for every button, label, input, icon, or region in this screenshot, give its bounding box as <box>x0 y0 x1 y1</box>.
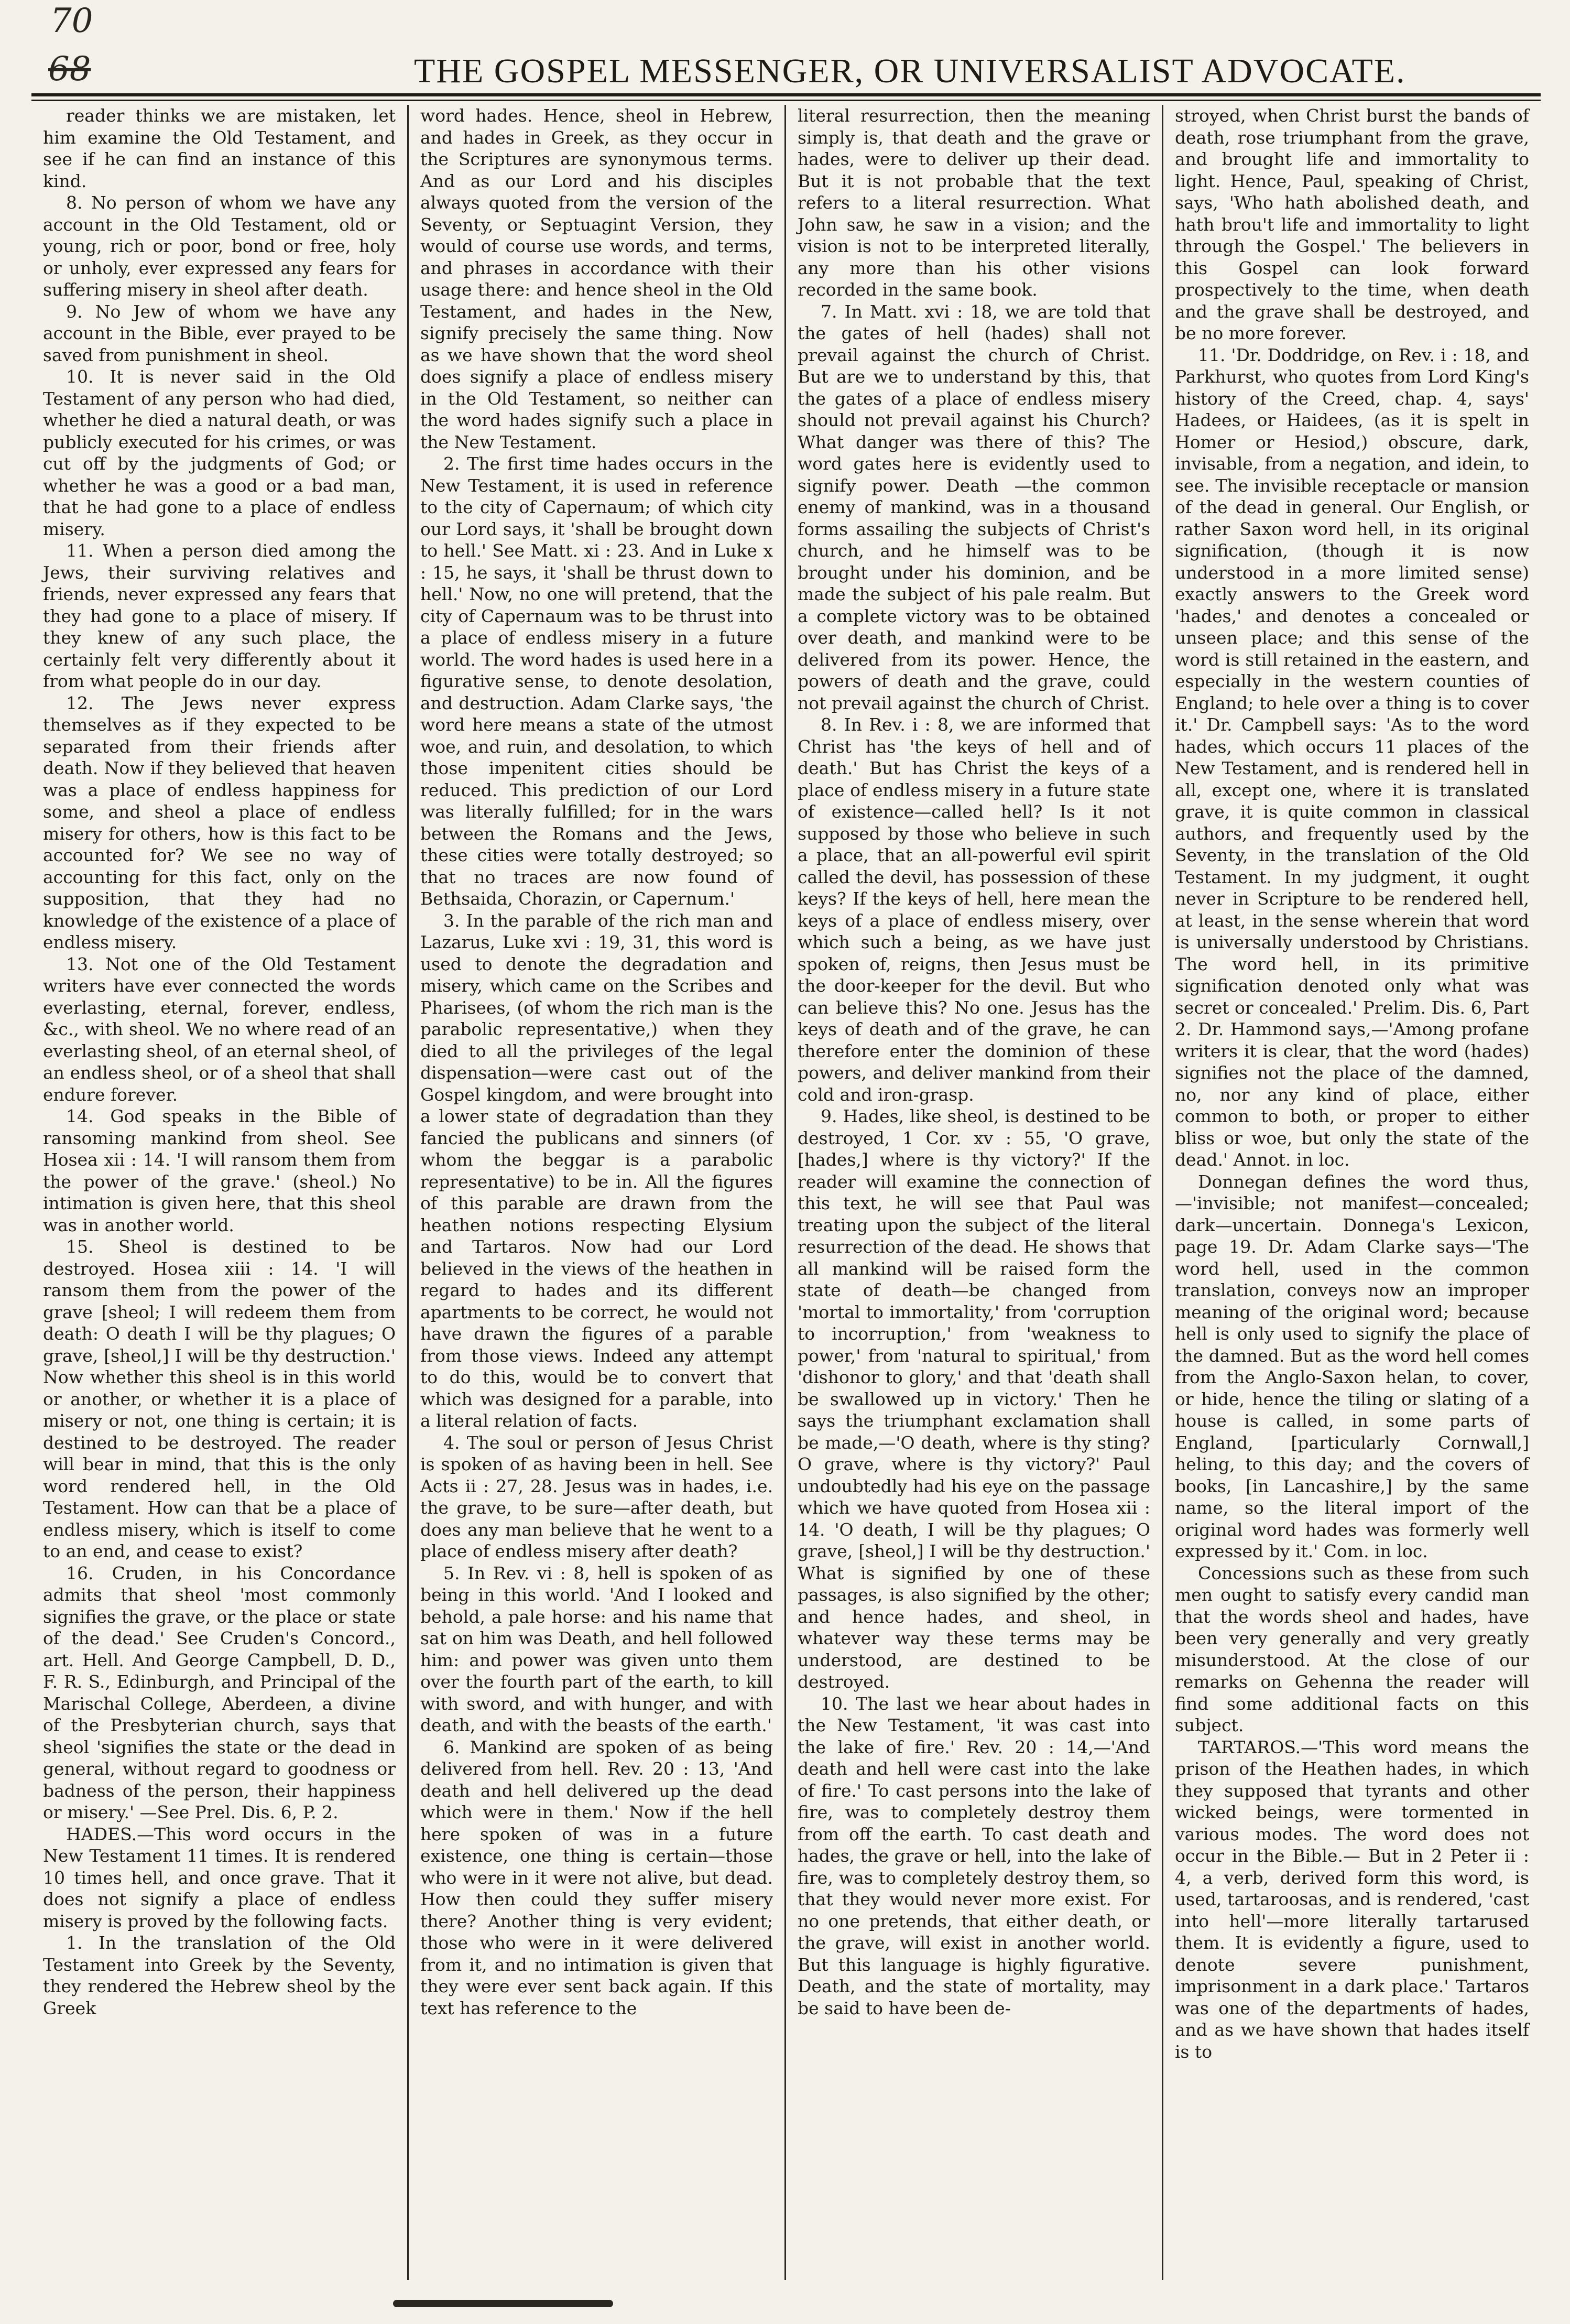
paragraph: 12. The Jews never express themselves as if they expected to be separated from their friends after death. Now if they believed that heaven was a place of endless happiness for some, and sheol a place of endless misery for others, how is this fact to be accounted for? We see no way of accounting for this fact, only on the supposition, that they had no knowledge of the existence of a place of endless misery. <box>43 692 396 952</box>
paragraph: HADES.—This word occurs in the New Testament 11 times. It is rendered 10 times hell, and once grave. That it does not signify a place of endless misery is proved by the following facts. <box>43 1823 396 1931</box>
paragraph: 2. The first time hades occurs in the New Testament, it is used in reference to the city of Capernaum; of which city our Lord says, it 'shall be brought down to hell.' See Matt. xi : 23. And in Luke x : 15, he says, it 'shall be thrust down to hell.' Now, no one will pretend, that the city of Capernaum was to be thrust into a place of endless misery in a future world. The word hades is used here in a figurative sense, to denote desolation, and destruction. Adam Clarke says, 'the word here means a state of the utmost woe, and ruin, and desolation, to which those impenitent cities should be reduced. This prediction of our Lord was literally fulfilled; for in the wars between the Romans and the Jews, these cities were totally destroyed; so that no traces are now found of Bethsaida, Chorazin, or Capernum.' <box>420 453 773 909</box>
paragraph: 11. 'Dr. Doddridge, on Rev. i : 18, and Parkhurst, who quotes from Lord King's history of the Creed, chap. 4, says' Hadees, or Haidees, (as it is spelt in Homer or Hesiod,) obscure, dark, invisable, from a negation, and idein, to see. The invisible receptacle or mansion of the dead in general. Our English, or rather Saxon word hell, in its original signification, (though it is now understood in a more limited sense) exactly answers to the Greek word 'hades,' and denotes a concealed or unseen place; and this sense of the word is still retained in the eastern, and especially in the western counties of England; to hele over a thing is to cover it.' Dr. Campbell says: 'As to the word hades, which occurs 11 places of the New Testament, and is rendered hell in all, except one, where it is translated grave, it is quite common in classical authors, and frequently used by the Seventy, in the translation of the Old Testament. In my judgment, it ought never in Scripture to be rendered hell, at least, in the sense wherein that word is universally understood by Christians. The word hell, in its primitive signification denoted only what was secret or concealed.' Prelim. Dis. 6, Part 2. Dr. Hammond says,—'Among profane writers it is clear, that the word (hades) signifies not the place of the damned, no, nor any kind of place, either common to both, or proper to either bliss or woe, but only the state of the dead.' Annot. in loc. <box>1175 344 1529 1170</box>
paragraph: TARTAROS.—'This word means the prison of the Heathen hades, in which they supposed that tyrants and other wicked beings, were tormented in various modes. The word does not occur in the Bible.— But in 2 Peter ii : 4, a verb, derived form this word, is used, tartaroosas, and is rendered, 'cast into hell'—more literally tartarused them. It is evidently a figure, used to denote severe punishment, imprisonment in a dark place.' Tartaros was one of the departments of hades, and as we have shown that hades itself is to <box>1175 1736 1529 2062</box>
paragraph: 6. Mankind are spoken of as being delivered from hell. Rev. 20 : 13, 'And death and hell delivered up the dead which were in them.' Now if the hell here spoken of was in a future existence, one thing is certain—those who were in it were not alive, but dead. How then could they suffer misery there? Another thing is very evident; those who were in it were delivered from it, and no intimation is given that they were ever sent back again. If this text has reference to the <box>420 1736 773 2018</box>
column-1 <box>31 105 409 2280</box>
header-rule <box>31 93 1541 96</box>
paragraph: literal resurrection, then the meaning simply is, that death and the grave or hades, were to deliver up their dead. But it is not probable that the text refers to a literal resurrection. What John saw, he saw in a vision; and the vision is not to be interpreted literally, any more than his other visions recorded in the same book. <box>798 105 1150 300</box>
paragraph: 11. When a person died among the Jews, their surviving relatives and friends, never expressed any fears that they had gone to a place of misery. If they knew of any such place, the certainly felt very differently about it from what people do in our day. <box>43 540 396 691</box>
printed-page-number: 68 <box>48 50 91 89</box>
paragraph: 3. In the parable of the rich man and Lazarus, Luke xvi : 19, 31, this word is used to denote the degradation and misery, which came on the Scribes and Pharisees, (of whom the rich man is the parabolic representative,) when they died to all the privileges of the legal dispensation—were cast out of the Gospel kingdom, and were brought into a lower state of degradation than they fancied the publicans and sinners (of whom the beggar is a parabolic representative) to be in. All the figures of this parable are drawn from the heathen notions respecting Elysium and Tartaros. Now had our Lord believed in the views of the heathen in regard to hades and its different apartments to be correct, he would not have drawn the figures of a parable from those views. Indeed any attempt to do this, would be to convert that which was designed for a parable, into a literal relation of facts. <box>420 910 773 1431</box>
paragraph: 1. In the translation of the Old Testament into Greek by the Seventy, they rendered the Hebrew sheol by the Greek <box>43 1932 396 2018</box>
paragraph: 8. In Rev. i : 8, we are informed that Christ has 'the keys of hell and of death.' But has Christ the keys of a place of endless misery in a future state of existence—called hell? Is it not supposed by those who believe in such a place, that an all-powerful evil spirit called the devil, has possession of these keys? If the keys of hell, here mean the keys of a place of endless misery, over which such a being, as we have just spoken of, reigns, then Jesus must be the door-keeper for the devil. But who can believe this? No one. Jesus has the keys of death and of the grave, he can therefore enter the dominion of these powers, and deliver mankind from their cold and iron-grasp. <box>798 714 1150 1105</box>
paragraph: 14. God speaks in the Bible of ransoming mankind from sheol. See Hosea xii : 14. 'I will ransom them from the power of the grave.' (sheol.) No intimation is given here, that this sheol was in another world. <box>43 1106 396 1235</box>
paragraph: 13. Not one of the Old Testament writers have ever connected the words everlasting, eternal, forever, endless, &c., with sheol. We no where read of an everlasting sheol, of an eternal sheol, of an endless sheol, or of a sheol that shall endure forever. <box>43 953 396 1105</box>
column-4 <box>1163 105 1541 2280</box>
paragraph: Concessions such as these from such men ought to satisfy every candid man that the words sheol and hades, have been very generally and very greatly misunderstood. At the close of our remarks on Gehenna the reader will find some additional facts on this subject. <box>1175 1562 1529 1735</box>
paragraph: reader thinks we are mistaken, let him examine the Old Testament, and see if he can find an instance of this kind. <box>43 105 396 191</box>
column-3 <box>786 105 1163 2280</box>
paragraph: 15. Sheol is destined to be destroyed. Hosea xiii : 14. 'I will ransom them from the power of the grave [sheol; I will redeem them from death: O death I will be thy plagues; O grave, [sheol,] I will be thy destruction.' Now whether this sheol is in this world or another, or whether it is a place of misery or not, one thing is certain; it is destined to be destroyed. The reader will bear in mind, that this is the only word rendered hell, in the Old Testament. How can that be a place of endless misery, which is itself to come to an end, and cease to exist? <box>43 1236 396 1561</box>
paragraph: 5. In Rev. vi : 8, hell is spoken of as being in this world. 'And I looked and behold, a pale horse: and his name that sat on him was Death, and hell followed him: and power was given unto them over the fourth part of the earth, to kill with sword, and with hunger, and with death, and with the beasts of the earth.' <box>420 1562 773 1735</box>
paragraph: 10. The last we hear about hades in the New Testament, 'it was cast into the lake of fire.' Rev. 20 : 14,—'And death and hell were cast into the lake of fire.' To cast persons into the lake of fire, was to completely destroy them from off the earth. To cast death and hades, the grave or hell, into the lake of fire, was to completely destroy them, so that they would never more exist. For no one pretends, that either death, or the grave, will exist in another world. But this language is highly figurative. Death, and the state of mortality, may be said to have been de- <box>798 1693 1150 2018</box>
running-header-title: THE GOSPEL MESSENGER, OR UNIVERSALIST ADVOCATE. <box>414 52 1406 90</box>
paragraph: word hades. Hence, sheol in Hebrew, and hades in Greek, as they occur in the Scriptures are synonymous terms. And as our Lord and his disciples always quoted from the version of the Seventy, or Septuagint Version, they would of course use words, and terms, and phrases in accordance with their usage there: and hence sheol in the Old Testament, and hades in the New, signify precisely the same thing. Now as we have shown that the word sheol does signify a place of endless misery in the Old Testament, so neither can the word hades signify such a place in the New Testament. <box>420 105 773 452</box>
paragraph: 9. Hades, like sheol, is destined to be destroyed, 1 Cor. xv : 55, 'O grave, [hades,] where is thy victory?' If the reader will examine the connection of this text, he will see that Paul was treating upon the subject of the literal resurrection of the dead. He shows that all mankind will be raised form the state of death—be changed from 'mortal to immortality,' from 'corruption to incorruption,' from 'weakness to power,' from 'natural to spiritual,' from 'dishonor to glory,' and that 'death shall be swallowed up in victory.' Then he says the triumphant exclamation shall be made,—'O death, where is thy sting? O grave, where is thy victory?' Paul undoubtedly had his eye on the passage which we have quoted from Hosea xii : 14. 'O death, I will be thy plagues; O grave, [sheol,] I will be thy destruction.' What is signified by one of these passages, is also signified by the other; and hence hades, and sheol, in whatever way these terms may be understood, are destined to be destroyed. <box>798 1106 1150 1692</box>
paragraph: 16. Cruden, in his Concordance admits that sheol 'most commonly signifies the grave, or the place or state of the dead.' See Cruden's Concord., art. Hell. And George Campbell, D. D., F. R. S., Edinburgh, and Principal of the Marischal College, Aberdeen, a divine of the Presbyterian church, says that sheol 'signifies the state or the dead in general, without regard to goodness or badness of the person, their happiness or misery.' —See Prel. Dis. 6, P. 2. <box>43 1562 396 1822</box>
handwritten-page-number: 70 <box>50 2 93 40</box>
paragraph: 8. No person of whom we have any account in the Old Testament, old or young, rich or poor, bond or free, holy or unholy, ever expressed any fears for suffering misery in sheol after death. <box>43 192 396 300</box>
column-2 <box>409 105 786 2280</box>
header-rule-thin <box>31 100 1541 101</box>
ink-smudge <box>393 2300 613 2307</box>
paragraph: 4. The soul or person of Jesus Christ is spoken of as having been in hell. See Acts ii : 27, 28. Jesus was in hades, i.e. the grave, to be sure—after death, but does any man believe that he went to a place of endless misery after death? <box>420 1432 773 1561</box>
paragraph: 7. In Matt. xvi : 18, we are told that the gates of hell (hades) shall not prevail against the church of Christ. But are we to understand by this, that the gates of a place of endless misery should not prevail against his Church? What danger was there of this? The word gates here is evidently used to signify power. Death —the common enemy of mankind, was in a thousand forms assailing the subjects of Christ's church, and he himself was to be brought under his dominion, and be made the subject of his pale realm. But a complete victory was to be obtained over death, and mankind were to be delivered from its power. Hence, the powers of death and the grave, could not prevail against the church of Christ. <box>798 301 1150 713</box>
paragraph: 9. No Jew of whom we have any account in the Bible, ever prayed to be saved from punishment in sheol. <box>43 301 396 365</box>
paragraph: 10. It is never said in the Old Testament of any person who had died, whether he died a natural death, or was publicly executed for his crimes, or was cut off by the judgments of God; or whether he was a good or a bad man, that he had gone to a place of endless misery. <box>43 366 396 539</box>
paragraph: stroyed, when Christ burst the bands of death, rose triumphant from the grave, and brought life and immortality to light. Hence, Paul, speaking of Christ, says, 'Who hath abolished death, and hath brou't life and immortality to light through the Gospel.' The believers in this Gospel can look forward prospectively to the time, when death and the grave shall be destroyed, and be no more forever. <box>1175 105 1529 343</box>
text-columns <box>31 105 1541 2280</box>
paragraph: Donnegan defines the word thus,—'invisible; not manifest—concealed; dark—uncertain. Donnega's Lexicon, page 19. Dr. Adam Clarke says—'The word hell, used in the common translation, conveys now an improper meaning of the original word; because hell is only used to signify the place of the damned. But as the word hell comes from the Anglo-Saxon helan, to cover, or hide, hence the tiling or slating of a house is called, in some parts of England, [particularly Cornwall,] heling, to this day; and the covers of books, [in Lancashire,] by the same name, so the literal import of the original word hades was formerly well expressed by it.' Com. in loc. <box>1175 1171 1529 1561</box>
